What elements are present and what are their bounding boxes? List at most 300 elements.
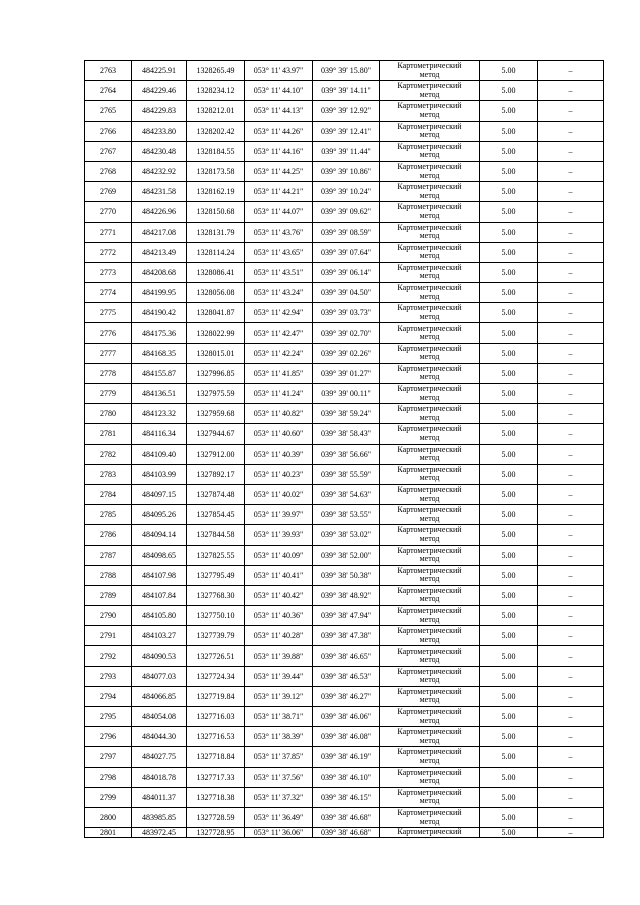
method-line-1: Картометрический xyxy=(397,222,462,232)
method-cell xyxy=(380,303,480,323)
method-line-2: метод xyxy=(419,574,440,584)
table-row xyxy=(85,81,604,101)
table-row xyxy=(85,61,604,81)
method-line-2: метод xyxy=(419,715,440,725)
method-cell xyxy=(380,727,480,747)
point-number-cell: 2782 xyxy=(85,444,132,464)
longitude-cell: 039° 38' 52.00" xyxy=(313,545,380,565)
longitude-cell: 039° 38' 56.66" xyxy=(313,444,380,464)
latitude-cell: 053° 11' 40.82" xyxy=(245,404,313,424)
longitude-cell: 039° 38' 53.02" xyxy=(313,525,380,545)
method-cell xyxy=(380,363,480,383)
table-row xyxy=(85,727,604,747)
longitude-cell: 039° 38' 46.19" xyxy=(313,747,380,767)
y-coordinate-cell: 1327719.84 xyxy=(187,686,245,706)
y-coordinate-cell: 1328212.01 xyxy=(187,101,245,121)
accuracy-cell: 5.00 xyxy=(480,505,538,525)
point-number-cell: 2801 xyxy=(85,828,132,838)
latitude-cell: 053° 11' 43.76" xyxy=(245,222,313,242)
x-coordinate-cell: 484213.49 xyxy=(132,242,187,262)
accuracy-cell: 5.00 xyxy=(480,303,538,323)
method-line-1: Картометрический xyxy=(397,525,462,535)
longitude-cell: 039° 39' 15.80" xyxy=(313,61,380,81)
latitude-cell: 053° 11' 36.49" xyxy=(245,807,313,827)
point-number-cell: 2790 xyxy=(85,606,132,626)
method-cell xyxy=(380,525,480,545)
y-coordinate-cell: 1328184.55 xyxy=(187,141,245,161)
method-line-2: метод xyxy=(419,89,440,99)
point-number-cell: 2788 xyxy=(85,565,132,585)
method-line-2: метод xyxy=(419,634,440,644)
method-line-2: метод xyxy=(419,594,440,604)
longitude-cell: 039° 39' 12.92" xyxy=(313,101,380,121)
y-coordinate-cell: 1327718.38 xyxy=(187,787,245,807)
point-number-cell: 2770 xyxy=(85,202,132,222)
y-coordinate-cell: 1327739.79 xyxy=(187,626,245,646)
table-row xyxy=(85,182,604,202)
table-row xyxy=(85,424,604,444)
note-cell: – xyxy=(538,101,604,121)
x-coordinate-cell: 484226.96 xyxy=(132,202,187,222)
method-line-2: метод xyxy=(419,554,440,564)
table-row xyxy=(85,444,604,464)
longitude-cell: 039° 39' 06.14" xyxy=(313,262,380,282)
method-line-2: метод xyxy=(419,453,440,463)
x-coordinate-cell: 484233.80 xyxy=(132,121,187,141)
point-number-cell: 2767 xyxy=(85,141,132,161)
accuracy-cell: 5.00 xyxy=(480,242,538,262)
y-coordinate-cell: 1327892.17 xyxy=(187,464,245,484)
latitude-cell: 053° 11' 43.97" xyxy=(245,61,313,81)
latitude-cell: 053° 11' 37.85" xyxy=(245,747,313,767)
x-coordinate-cell: 484094.14 xyxy=(132,525,187,545)
method-cell xyxy=(380,202,480,222)
accuracy-cell: 5.00 xyxy=(480,141,538,161)
longitude-cell: 039° 39' 03.73" xyxy=(313,303,380,323)
point-number-cell: 2780 xyxy=(85,404,132,424)
method-line-2: метод xyxy=(419,130,440,140)
coordinates-table-body xyxy=(85,61,604,838)
longitude-cell: 039° 39' 02.70" xyxy=(313,323,380,343)
method-cell xyxy=(380,444,480,464)
point-number-cell: 2771 xyxy=(85,222,132,242)
table-row xyxy=(85,141,604,161)
accuracy-cell: 5.00 xyxy=(480,262,538,282)
point-number-cell: 2795 xyxy=(85,707,132,727)
x-coordinate-cell: 484105.80 xyxy=(132,606,187,626)
point-number-cell: 2763 xyxy=(85,61,132,81)
point-number-cell: 2798 xyxy=(85,767,132,787)
method-line-1: Картометрический xyxy=(397,787,462,797)
x-coordinate-cell: 483985.85 xyxy=(132,807,187,827)
table-row xyxy=(85,404,604,424)
note-cell: – xyxy=(538,81,604,101)
accuracy-cell: 5.00 xyxy=(480,666,538,686)
table-row xyxy=(85,101,604,121)
note-cell: – xyxy=(538,646,604,666)
latitude-cell: 053° 11' 40.09" xyxy=(245,545,313,565)
method-cell xyxy=(380,464,480,484)
method-line-1: Картометрический xyxy=(397,626,462,636)
latitude-cell: 053° 11' 44.07" xyxy=(245,202,313,222)
longitude-cell: 039° 39' 08.59" xyxy=(313,222,380,242)
y-coordinate-cell: 1327750.10 xyxy=(187,606,245,626)
latitude-cell: 053° 11' 42.24" xyxy=(245,343,313,363)
method-cell xyxy=(380,61,480,81)
method-line-1: Картометрический xyxy=(397,182,462,192)
y-coordinate-cell: 1328015.01 xyxy=(187,343,245,363)
longitude-cell: 039° 39' 04.50" xyxy=(313,283,380,303)
table-row xyxy=(85,545,604,565)
point-number-cell: 2775 xyxy=(85,303,132,323)
method-line-2: метод xyxy=(419,493,440,503)
accuracy-cell: 5.00 xyxy=(480,585,538,605)
method-line-1: Картометрический xyxy=(397,242,462,252)
method-line-1: Картометрический xyxy=(397,808,462,818)
accuracy-cell: 5.00 xyxy=(480,464,538,484)
latitude-cell: 053° 11' 43.24" xyxy=(245,283,313,303)
accuracy-cell: 5.00 xyxy=(480,828,538,838)
longitude-cell: 039° 39' 01.27" xyxy=(313,363,380,383)
longitude-cell: 039° 38' 46.08" xyxy=(313,727,380,747)
table-row xyxy=(85,303,604,323)
accuracy-cell: 5.00 xyxy=(480,222,538,242)
note-cell: – xyxy=(538,343,604,363)
longitude-cell: 039° 38' 46.65" xyxy=(313,646,380,666)
y-coordinate-cell: 1327728.95 xyxy=(187,828,245,838)
method-line-2: метод xyxy=(419,271,440,281)
table-row xyxy=(85,464,604,484)
point-number-cell: 2796 xyxy=(85,727,132,747)
method-line-2: метод xyxy=(419,675,440,685)
latitude-cell: 053° 11' 44.25" xyxy=(245,161,313,181)
x-coordinate-cell: 483972.45 xyxy=(132,828,187,838)
accuracy-cell: 5.00 xyxy=(480,707,538,727)
method-line-1: Картометрический xyxy=(397,384,462,394)
x-coordinate-cell: 484109.40 xyxy=(132,444,187,464)
longitude-cell: 039° 38' 46.27" xyxy=(313,686,380,706)
accuracy-cell: 5.00 xyxy=(480,161,538,181)
method-cell xyxy=(380,626,480,646)
method-cell xyxy=(380,182,480,202)
method-cell xyxy=(380,505,480,525)
latitude-cell: 053° 11' 42.94" xyxy=(245,303,313,323)
method-cell xyxy=(380,707,480,727)
note-cell: – xyxy=(538,384,604,404)
note-cell: – xyxy=(538,565,604,585)
method-cell xyxy=(380,747,480,767)
accuracy-cell: 5.00 xyxy=(480,444,538,464)
method-line-2: метод xyxy=(419,69,440,79)
method-line-1: Картометрический xyxy=(397,505,462,515)
y-coordinate-cell: 1328173.58 xyxy=(187,161,245,181)
y-coordinate-cell: 1328150.68 xyxy=(187,202,245,222)
y-coordinate-cell: 1327718.84 xyxy=(187,747,245,767)
x-coordinate-cell: 484044.30 xyxy=(132,727,187,747)
method-cell xyxy=(380,242,480,262)
method-cell xyxy=(380,101,480,121)
longitude-cell: 039° 38' 59.24" xyxy=(313,404,380,424)
x-coordinate-cell: 484097.15 xyxy=(132,484,187,504)
accuracy-cell: 5.00 xyxy=(480,404,538,424)
latitude-cell: 053° 11' 43.51" xyxy=(245,262,313,282)
note-cell: – xyxy=(538,484,604,504)
y-coordinate-cell: 1328056.08 xyxy=(187,283,245,303)
longitude-cell: 039° 39' 10.24" xyxy=(313,182,380,202)
longitude-cell: 039° 39' 07.64" xyxy=(313,242,380,262)
method-line-2: метод xyxy=(419,776,440,786)
method-line-2: метод xyxy=(419,392,440,402)
accuracy-cell: 5.00 xyxy=(480,747,538,767)
method-line-1: Картометрический xyxy=(397,61,462,71)
method-cell xyxy=(380,585,480,605)
latitude-cell: 053° 11' 40.23" xyxy=(245,464,313,484)
note-cell: – xyxy=(538,323,604,343)
longitude-cell: 039° 38' 46.10" xyxy=(313,767,380,787)
table-row xyxy=(85,626,604,646)
point-number-cell: 2793 xyxy=(85,666,132,686)
note-cell: – xyxy=(538,585,604,605)
method-cell xyxy=(380,767,480,787)
y-coordinate-cell: 1327825.55 xyxy=(187,545,245,565)
longitude-cell: 039° 39' 14.11" xyxy=(313,81,380,101)
method-cell xyxy=(380,666,480,686)
longitude-cell: 039° 39' 00.11" xyxy=(313,384,380,404)
method-line-1: Картометрический xyxy=(397,283,462,293)
point-number-cell: 2779 xyxy=(85,384,132,404)
x-coordinate-cell: 484090.53 xyxy=(132,646,187,666)
method-line-1: Картометрический xyxy=(397,545,462,555)
x-coordinate-cell: 484095.26 xyxy=(132,505,187,525)
note-cell: – xyxy=(538,242,604,262)
y-coordinate-cell: 1328202.42 xyxy=(187,121,245,141)
method-line-2: метод xyxy=(419,533,440,543)
x-coordinate-cell: 484077.03 xyxy=(132,666,187,686)
latitude-cell: 053° 11' 44.10" xyxy=(245,81,313,101)
method-line-2: метод xyxy=(419,190,440,200)
point-number-cell: 2789 xyxy=(85,585,132,605)
note-cell: – xyxy=(538,686,604,706)
accuracy-cell: 5.00 xyxy=(480,646,538,666)
longitude-cell: 039° 39' 10.86" xyxy=(313,161,380,181)
latitude-cell: 053° 11' 44.26" xyxy=(245,121,313,141)
method-cell xyxy=(380,81,480,101)
method-line-2: метод xyxy=(419,210,440,220)
method-line-1: Картометрический xyxy=(397,81,462,91)
table-row xyxy=(85,707,604,727)
y-coordinate-cell: 1327724.34 xyxy=(187,666,245,686)
point-number-cell: 2784 xyxy=(85,484,132,504)
latitude-cell: 053° 11' 40.42" xyxy=(245,585,313,605)
x-coordinate-cell: 484011.37 xyxy=(132,787,187,807)
longitude-cell: 039° 38' 50.38" xyxy=(313,565,380,585)
point-number-cell: 2765 xyxy=(85,101,132,121)
note-cell: – xyxy=(538,807,604,827)
y-coordinate-cell: 1328041.87 xyxy=(187,303,245,323)
latitude-cell: 053° 11' 40.02" xyxy=(245,484,313,504)
method-line-2: метод xyxy=(419,614,440,624)
x-coordinate-cell: 484190.42 xyxy=(132,303,187,323)
method-line-1: Картометрический xyxy=(397,686,462,696)
point-number-cell: 2786 xyxy=(85,525,132,545)
point-number-cell: 2777 xyxy=(85,343,132,363)
method-line-2: метод xyxy=(419,150,440,160)
note-cell: – xyxy=(538,707,604,727)
latitude-cell: 053° 11' 44.21" xyxy=(245,182,313,202)
longitude-cell: 039° 38' 46.68" xyxy=(313,807,380,827)
method-line-1: Картометрический xyxy=(397,262,462,272)
method-line-1: Картометрический xyxy=(397,727,462,737)
x-coordinate-cell: 484116.34 xyxy=(132,424,187,444)
table-row xyxy=(85,505,604,525)
accuracy-cell: 5.00 xyxy=(480,484,538,504)
note-cell: – xyxy=(538,828,604,838)
accuracy-cell: 5.00 xyxy=(480,61,538,81)
x-coordinate-cell: 484054.08 xyxy=(132,707,187,727)
x-coordinate-cell: 484018.78 xyxy=(132,767,187,787)
note-cell: – xyxy=(538,747,604,767)
method-line-1: Картометрический xyxy=(397,565,462,575)
y-coordinate-cell: 1328086.41 xyxy=(187,262,245,282)
x-coordinate-cell: 484098.65 xyxy=(132,545,187,565)
method-cell xyxy=(380,646,480,666)
method-line-2: метод xyxy=(419,755,440,765)
latitude-cell: 053° 11' 40.39" xyxy=(245,444,313,464)
accuracy-cell: 5.00 xyxy=(480,606,538,626)
y-coordinate-cell: 1327996.85 xyxy=(187,363,245,383)
table-row xyxy=(85,323,604,343)
longitude-cell: 039° 38' 54.63" xyxy=(313,484,380,504)
x-coordinate-cell: 484175.36 xyxy=(132,323,187,343)
y-coordinate-cell: 1327795.49 xyxy=(187,565,245,585)
accuracy-cell: 5.00 xyxy=(480,727,538,747)
method-line-2: метод xyxy=(419,291,440,301)
method-line-2: метод xyxy=(419,513,440,523)
accuracy-cell: 5.00 xyxy=(480,121,538,141)
accuracy-cell: 5.00 xyxy=(480,202,538,222)
accuracy-cell: 5.00 xyxy=(480,363,538,383)
note-cell: – xyxy=(538,787,604,807)
method-cell xyxy=(380,807,480,827)
method-cell xyxy=(380,384,480,404)
note-cell: – xyxy=(538,303,604,323)
accuracy-cell: 5.00 xyxy=(480,182,538,202)
method-cell xyxy=(380,161,480,181)
accuracy-cell: 5.00 xyxy=(480,525,538,545)
latitude-cell: 053° 11' 39.93" xyxy=(245,525,313,545)
latitude-cell: 053° 11' 43.65" xyxy=(245,242,313,262)
note-cell: – xyxy=(538,222,604,242)
method-line-2: метод xyxy=(419,372,440,382)
latitude-cell: 053° 11' 39.88" xyxy=(245,646,313,666)
latitude-cell: 053° 11' 39.12" xyxy=(245,686,313,706)
y-coordinate-cell: 1327717.33 xyxy=(187,767,245,787)
table-row xyxy=(85,384,604,404)
latitude-cell: 053° 11' 40.41" xyxy=(245,565,313,585)
note-cell: – xyxy=(538,424,604,444)
note-cell: – xyxy=(538,202,604,222)
method-line-1: Картометрический xyxy=(397,101,462,111)
method-line-1: Картометрический xyxy=(397,303,462,313)
note-cell: – xyxy=(538,606,604,626)
note-cell: – xyxy=(538,121,604,141)
method-line-1: Картометрический xyxy=(397,404,462,414)
x-coordinate-cell: 484155.87 xyxy=(132,363,187,383)
note-cell: – xyxy=(538,545,604,565)
y-coordinate-cell: 1327959.68 xyxy=(187,404,245,424)
y-coordinate-cell: 1327768.30 xyxy=(187,585,245,605)
note-cell: – xyxy=(538,182,604,202)
y-coordinate-cell: 1327975.59 xyxy=(187,384,245,404)
latitude-cell: 053° 11' 44.13" xyxy=(245,101,313,121)
table-row xyxy=(85,828,604,838)
note-cell: – xyxy=(538,626,604,646)
table-row xyxy=(85,767,604,787)
note-cell: – xyxy=(538,262,604,282)
note-cell: – xyxy=(538,525,604,545)
method-cell xyxy=(380,484,480,504)
point-number-cell: 2772 xyxy=(85,242,132,262)
point-number-cell: 2787 xyxy=(85,545,132,565)
accuracy-cell: 5.00 xyxy=(480,283,538,303)
method-line-2: метод xyxy=(419,473,440,483)
longitude-cell: 039° 38' 48.92" xyxy=(313,585,380,605)
latitude-cell: 053° 11' 44.16" xyxy=(245,141,313,161)
x-coordinate-cell: 484107.98 xyxy=(132,565,187,585)
point-number-cell: 2781 xyxy=(85,424,132,444)
method-line-2: метод xyxy=(419,251,440,261)
method-line-1: Картометрический xyxy=(397,121,462,131)
y-coordinate-cell: 1328022.99 xyxy=(187,323,245,343)
table-row xyxy=(85,646,604,666)
point-number-cell: 2776 xyxy=(85,323,132,343)
y-coordinate-cell: 1327944.67 xyxy=(187,424,245,444)
point-number-cell: 2764 xyxy=(85,81,132,101)
method-line-1: Картометрический xyxy=(397,747,462,757)
point-number-cell: 2774 xyxy=(85,283,132,303)
method-line-1: Картометрический xyxy=(397,606,462,616)
latitude-cell: 053° 11' 40.60" xyxy=(245,424,313,444)
point-number-cell: 2773 xyxy=(85,262,132,282)
x-coordinate-cell: 484232.92 xyxy=(132,161,187,181)
y-coordinate-cell: 1327874.48 xyxy=(187,484,245,504)
point-number-cell: 2766 xyxy=(85,121,132,141)
latitude-cell: 053° 11' 40.36" xyxy=(245,606,313,626)
method-cell xyxy=(380,323,480,343)
longitude-cell: 039° 38' 47.94" xyxy=(313,606,380,626)
accuracy-cell: 5.00 xyxy=(480,787,538,807)
x-coordinate-cell: 484168.35 xyxy=(132,343,187,363)
latitude-cell: 053° 11' 40.28" xyxy=(245,626,313,646)
y-coordinate-cell: 1327716.03 xyxy=(187,707,245,727)
method-line-1: Картометрический xyxy=(397,707,462,717)
note-cell: – xyxy=(538,161,604,181)
y-coordinate-cell: 1327854.45 xyxy=(187,505,245,525)
method-line-1: Картометрический xyxy=(397,585,462,595)
longitude-cell: 039° 38' 53.55" xyxy=(313,505,380,525)
point-number-cell: 2778 xyxy=(85,363,132,383)
latitude-cell: 053° 11' 39.97" xyxy=(245,505,313,525)
note-cell: – xyxy=(538,727,604,747)
method-cell xyxy=(380,222,480,242)
method-cell xyxy=(380,787,480,807)
method-line-2: метод xyxy=(419,352,440,362)
y-coordinate-cell: 1328131.79 xyxy=(187,222,245,242)
accuracy-cell: 5.00 xyxy=(480,424,538,444)
method-line-1: Картометрический xyxy=(397,424,462,434)
accuracy-cell: 5.00 xyxy=(480,807,538,827)
method-line-1: Картометрический xyxy=(397,444,462,454)
